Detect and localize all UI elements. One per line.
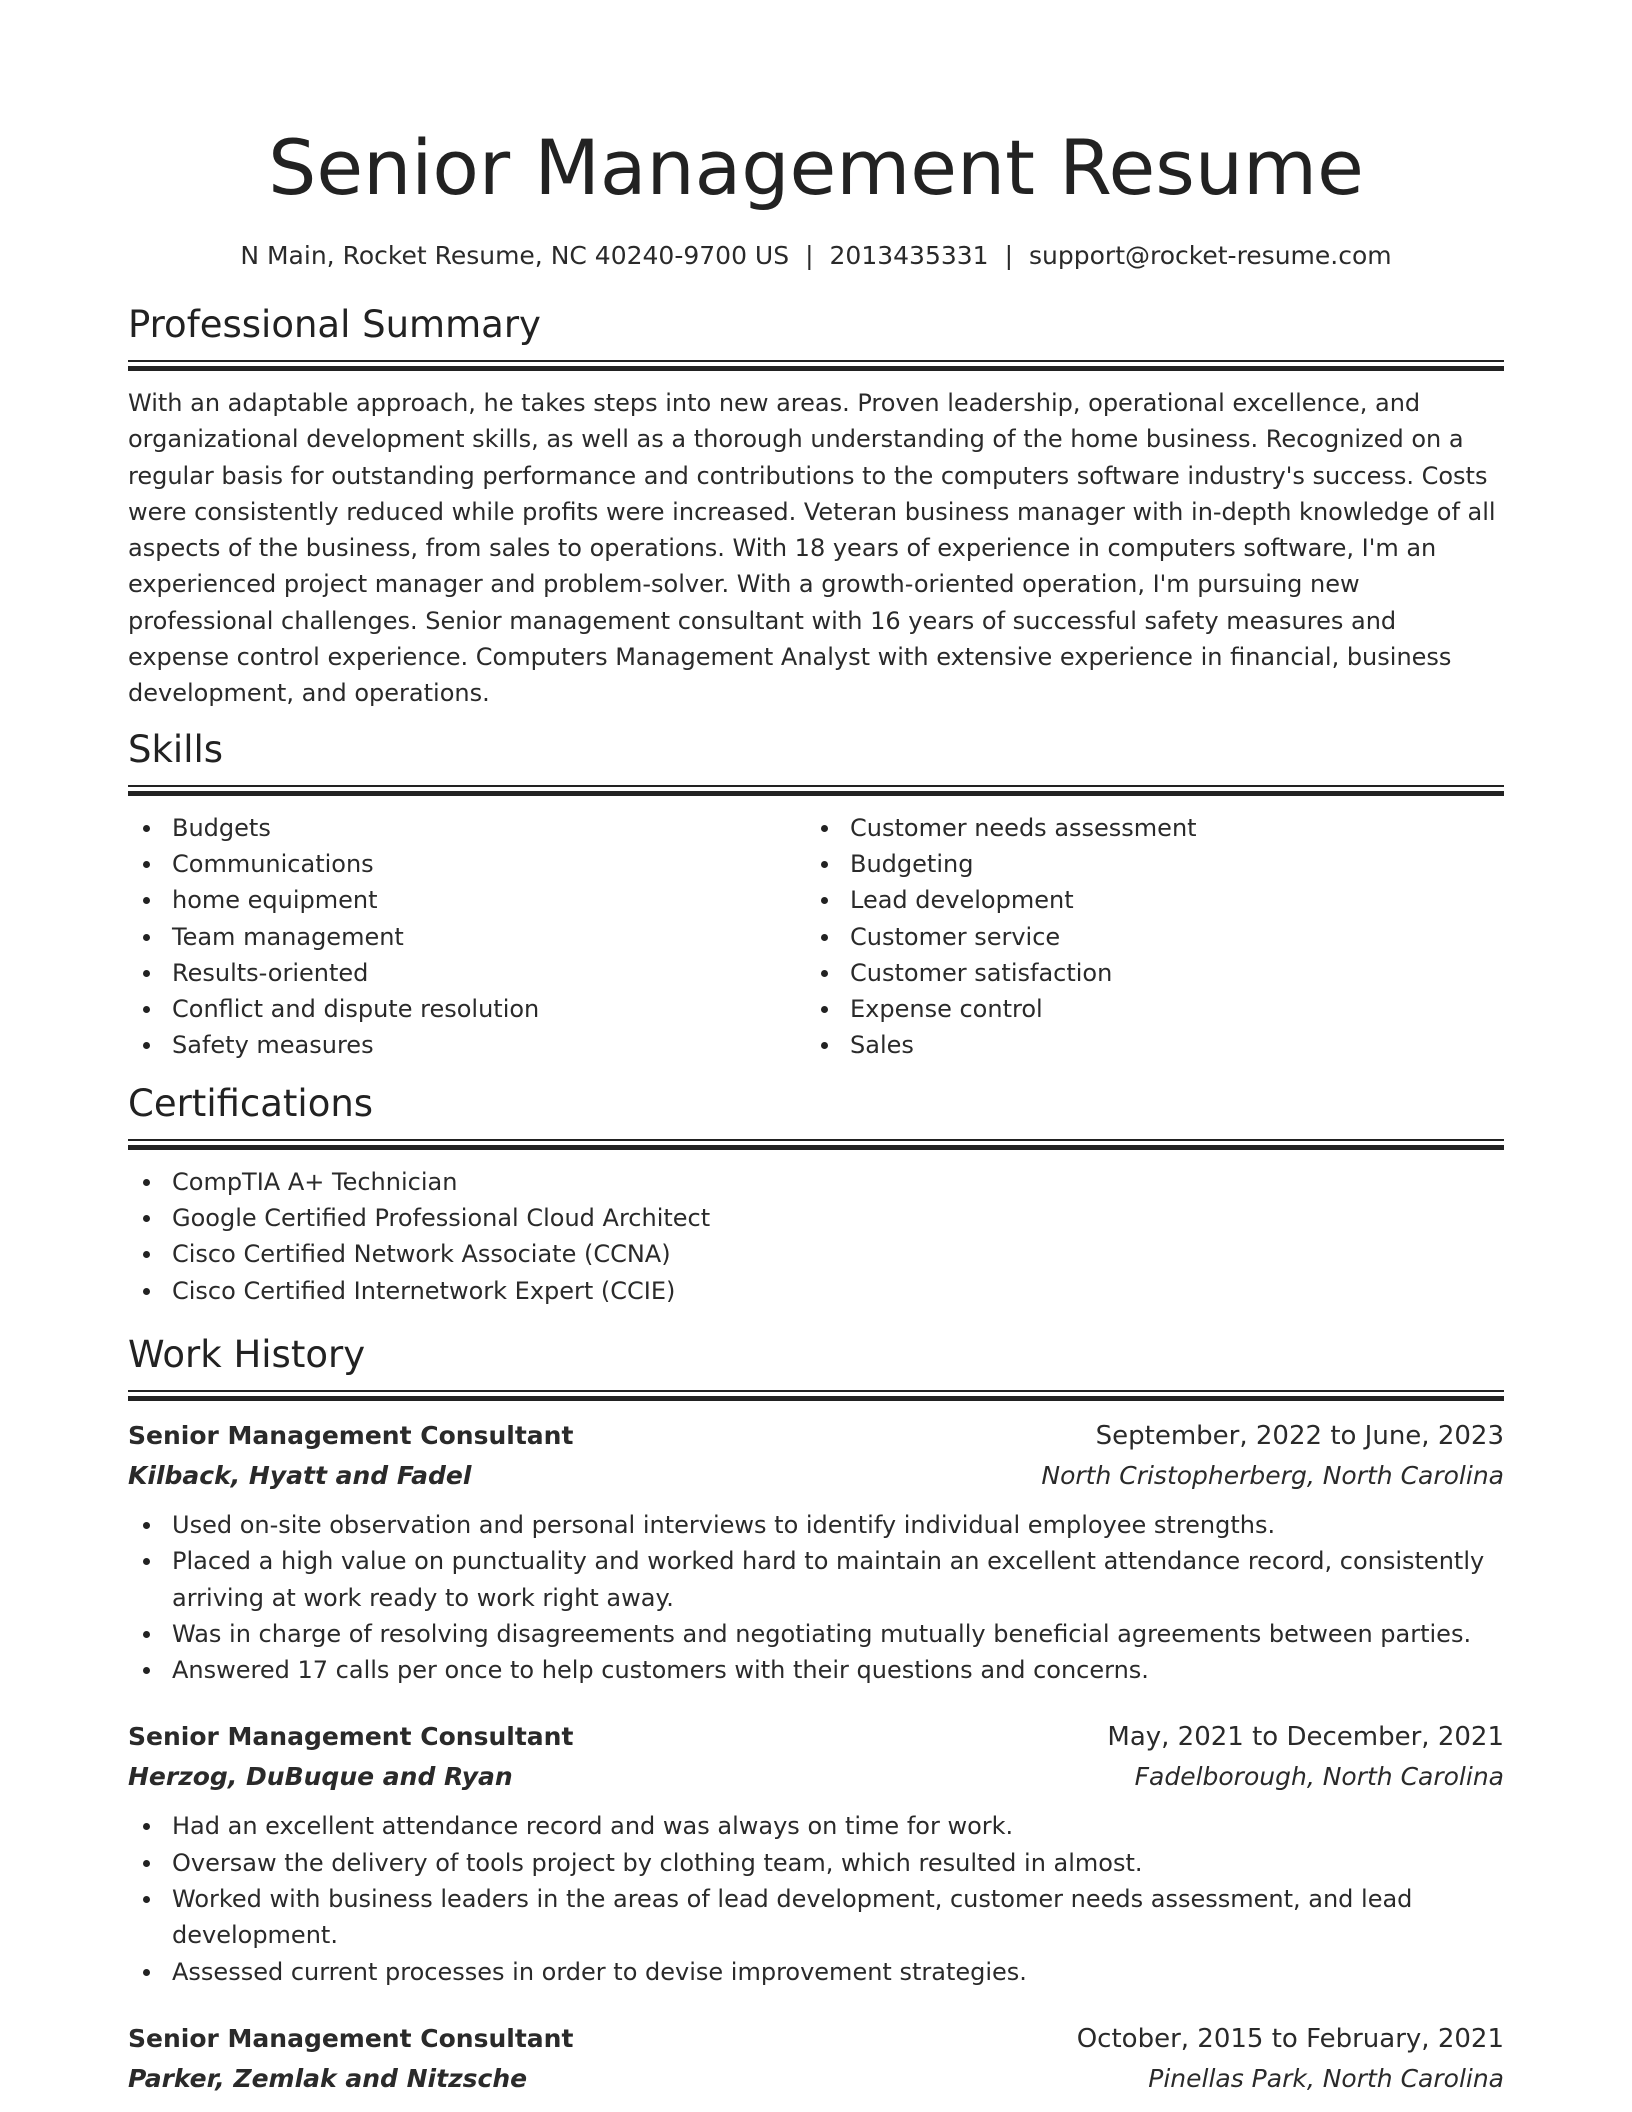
section-heading-summary: Professional Summary xyxy=(128,303,541,346)
contact-line xyxy=(128,238,1504,274)
skill-item: Conflict and dispute resolution xyxy=(128,991,806,1027)
skill-item: Budgets xyxy=(128,810,806,846)
job-title-row xyxy=(128,1717,1504,1757)
job-dates: May, 2021 to December, 2021 xyxy=(1107,1722,1504,1753)
job-title-row xyxy=(128,2019,1504,2059)
skill-item: Customer service xyxy=(806,919,1484,955)
skills-column-left xyxy=(128,810,806,1064)
job-title: Senior Management Consultant xyxy=(128,1722,574,1752)
skill-item: Team management xyxy=(128,919,806,955)
work-history-section xyxy=(128,1330,1504,2099)
certification-item: Cisco Certified Network Associate (CCNA) xyxy=(128,1236,1504,1272)
job-company-row xyxy=(128,1456,1504,1496)
skill-item: Lead development xyxy=(806,882,1484,918)
job-location: Fadelborough, North Carolina xyxy=(1134,1762,1504,1792)
section-divider xyxy=(128,1390,1504,1401)
contact-separator: | xyxy=(805,241,814,270)
contact-email: support@rocket-resume.com xyxy=(1029,241,1392,270)
resume-title: Senior Management Resume xyxy=(268,123,1364,212)
skills-column-right xyxy=(806,810,1484,1064)
skill-item: Sales xyxy=(806,1027,1484,1063)
contact-phone: 2013435331 xyxy=(829,241,989,270)
skills-section xyxy=(128,725,1504,1064)
job-bullet: Oversaw the delivery of tools project by clothing team, which resulted in almost. xyxy=(128,1845,1504,1881)
job-bullet: Placed a high value on punctuality and worked hard to maintain an excellent attendance record, consistently arriving at work ready to work right away. xyxy=(128,1543,1504,1616)
job-bullets xyxy=(128,1507,1504,1688)
job-title: Senior Management Consultant xyxy=(128,1420,574,1450)
skill-item: Results-oriented xyxy=(128,955,806,991)
job-bullet: Used on-site observation and personal interviews to identify individual employee strengths. xyxy=(128,1507,1504,1543)
summary-section xyxy=(128,300,1504,712)
job-company-row xyxy=(128,2059,1504,2099)
skill-item: Customer satisfaction xyxy=(806,955,1484,991)
skill-item: Customer needs assessment xyxy=(806,810,1484,846)
section-divider xyxy=(128,360,1504,371)
certification-item: Cisco Certified Internetwork Expert (CCIE) xyxy=(128,1273,1504,1309)
job-company: Herzog, DuBuque and Ryan xyxy=(128,1762,513,1792)
job-company: Kilback, Hyatt and Fadel xyxy=(128,1460,472,1490)
skill-item: Communications xyxy=(128,846,806,882)
skills-grid xyxy=(128,810,1504,1064)
skill-item: Expense control xyxy=(806,991,1484,1027)
job-title-row xyxy=(128,1416,1504,1456)
section-divider xyxy=(128,1139,1504,1150)
job-location: North Cristopherberg, North Carolina xyxy=(1041,1460,1504,1490)
job-dates: September, 2022 to June, 2023 xyxy=(1095,1420,1504,1451)
job-title: Senior Management Consultant xyxy=(128,2023,574,2053)
summary-text: With an adaptable approach, he takes steps into new areas. Proven leadership, operational excellence, and organizational development skills, as well as a thorough understanding of the home business. Recognized on a regular basis for outstanding performance and contributions to the computers software industry's success. Costs were consistently reduced while profits were increased. Veteran business manager with in-depth knowledge of all aspects of the business, from sales to operations. With 18 years of experience in computers software, I'm an experienced project manager and problem-solver. With a growth-oriented operation, I'm pursuing new professional challenges. Senior management consultant with 16 years of successful safety measures and expense control experience. Computers Management Analyst with extensive experience in financial, business development, and operations. xyxy=(128,389,1496,708)
resume-page xyxy=(128,0,1504,2099)
contact-separator: | xyxy=(1004,241,1014,270)
job-bullet: Had an excellent attendance record and was always on time for work. xyxy=(128,1808,1504,1844)
job-bullets xyxy=(128,1808,1504,1989)
skill-item: Budgeting xyxy=(806,846,1484,882)
job-company: Parker, Zemlak and Nitzsche xyxy=(128,2063,528,2093)
certifications-list xyxy=(128,1164,1504,1309)
certification-item: CompTIA A+ Technician xyxy=(128,1164,1504,1200)
job-bullet: Worked with business leaders in the areas of lead development, customer needs assessment, and lead development. xyxy=(128,1881,1504,1954)
skill-item: Safety measures xyxy=(128,1027,806,1063)
job-bullet: Assessed current processes in order to devise improvement strategies. xyxy=(128,1954,1504,1990)
job-bullet: Was in charge of resolving disagreements and negotiating mutually beneficial agreements between parties. xyxy=(128,1616,1504,1652)
job-entry xyxy=(128,1717,1504,1989)
section-heading-certifications: Certifications xyxy=(128,1081,374,1125)
certification-item: Google Certified Professional Cloud Architect xyxy=(128,1200,1504,1236)
job-bullet: Answered 17 calls per once to help customers with their questions and concerns. xyxy=(128,1652,1504,1688)
job-entry xyxy=(128,2019,1504,2099)
job-company-row xyxy=(128,1757,1504,1797)
job-location: Pinellas Park, North Carolina xyxy=(1148,2063,1504,2093)
certifications-section xyxy=(128,1079,1504,1309)
section-heading-skills: Skills xyxy=(128,727,224,771)
section-heading-work-history: Work History xyxy=(128,1332,366,1376)
skill-item: home equipment xyxy=(128,882,806,918)
section-divider xyxy=(128,785,1504,796)
contact-address: N Main, Rocket Resume, NC 40240-9700 US xyxy=(240,241,790,270)
job-dates: October, 2015 to February, 2021 xyxy=(1076,2023,1504,2054)
job-entry xyxy=(128,1416,1504,1688)
